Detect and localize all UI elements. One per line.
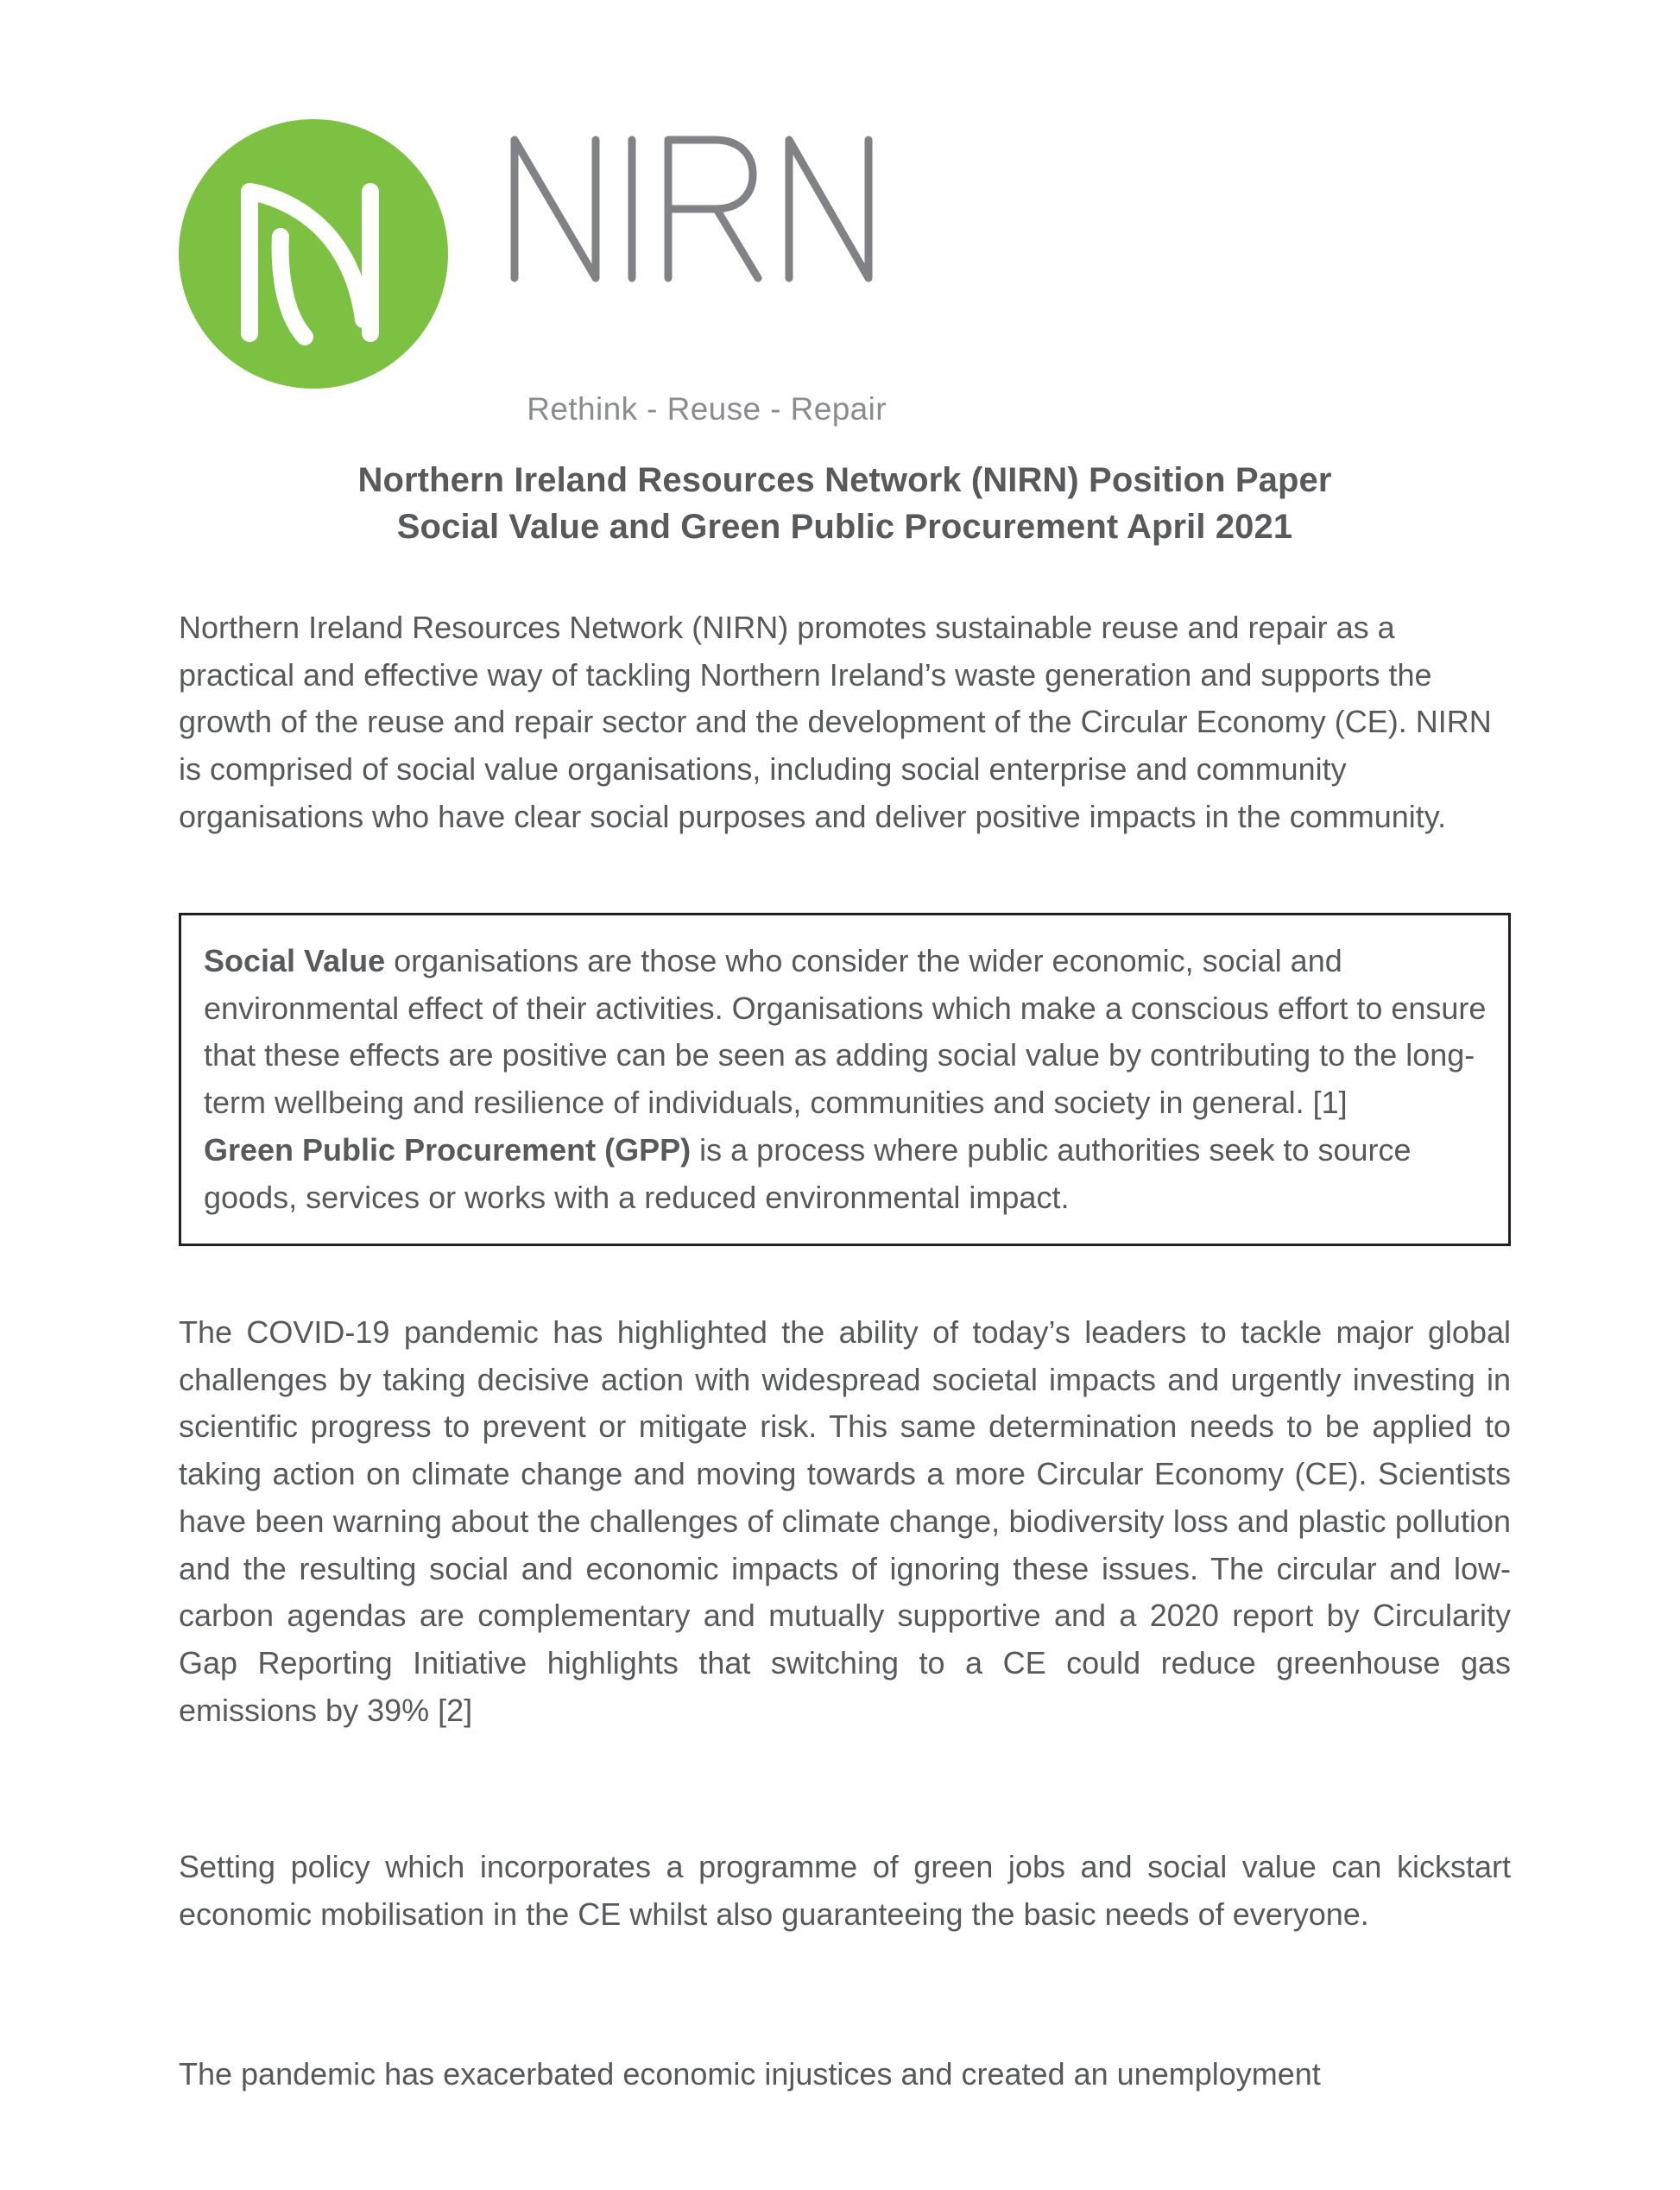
intro-paragraph-block xyxy=(179,604,1511,841)
covid-paragraph-block xyxy=(179,1309,1511,1734)
definitions-box xyxy=(179,913,1511,1246)
intro-paragraph: Northern Ireland Resources Network (NIRN) promotes sustainable reuse and repair as a practical and effective way of tackling Northern Ireland’s waste generation and supports the growth of the reuse and repair sector and the development of the Circular Economy (CE). NIRN is comprised of social value organisations, including social enterprise and community organisations who have clear social purposes and deliver positive impacts in the community. xyxy=(179,610,1492,834)
covid-paragraph: The COVID-19 pandemic has highlighted the ability of today’s leaders to tackle major global challenges by taking decisive action with widespread societal impacts and urgently investing in scientific progress to prevent or mitigate risk. This same determination needs to be applied to taking action on climate change and moving towards a more Circular Economy (CE). Scientists have been warning about the challenges of climate change, biodiversity loss and plastic pollution and the resulting social and economic impacts of ignoring these issues. The circular and low-carbon agendas are complementary and mutually supportive and a 2020 report by Circularity Gap Reporting Initiative highlights that switching to a CE could reduce greenhouse gas emissions by 39% [2] xyxy=(179,1314,1511,1728)
page-title xyxy=(179,458,1511,550)
gpp-term: Green Public Procurement (GPP) xyxy=(204,1131,692,1168)
nirn-wordmark xyxy=(502,121,882,345)
page-title-line-1: Northern Ireland Resources Network (NIRN) Position Paper xyxy=(357,461,1332,499)
pandemic-paragraph-block xyxy=(179,2051,1511,2098)
social-value-term: Social Value xyxy=(204,943,386,978)
nirn-logo xyxy=(179,104,887,427)
logo-tagline: Rethink - Reuse - Repair xyxy=(527,391,887,427)
policy-paragraph: Setting policy which incorporates a programme of green jobs and social value can kickstart economic mobilisation in the CE whilst also guaranteeing the basic needs of everyone. xyxy=(179,1849,1511,1932)
social-value-definition xyxy=(204,938,1489,1127)
social-value-text: organisations are those who consider the wider economic, social and environmental effect of their activities. Organisations which make a conscious effort to ensure that these effects are positive can be seen as adding social value by contributing to the long-term wellbeing and resilience of individuals, communities and society in general. [1] xyxy=(204,943,1487,1121)
pandemic-paragraph: The pandemic has exacerbated economic injustices and created an unemployment xyxy=(179,2056,1321,2092)
page-title-line-2: Social Value and Green Public Procurement April 2021 xyxy=(396,507,1293,546)
gpp-definition xyxy=(204,1127,1489,1221)
gpp-text: is a process where public authorities seek to source goods, services or works with a reduced environmental impact. xyxy=(204,1131,1412,1215)
policy-paragraph-block xyxy=(179,1844,1511,1938)
nirn-leaf-mark-icon xyxy=(179,119,448,389)
